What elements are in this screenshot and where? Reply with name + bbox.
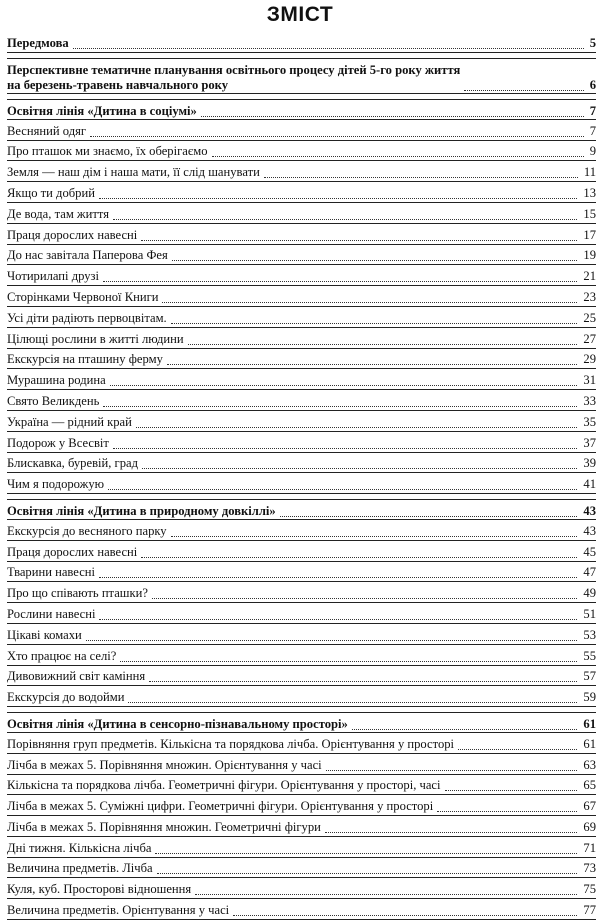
- dot-leader: [233, 915, 577, 916]
- section-heading: [7, 30, 596, 53]
- page-number: 37: [583, 435, 596, 450]
- dot-leader: [103, 281, 577, 282]
- page-number: 63: [583, 757, 596, 772]
- dot-leader: [155, 853, 577, 854]
- page-number: 15: [583, 206, 596, 221]
- table-of-contents: [7, 30, 596, 920]
- toc-entry: [7, 473, 596, 494]
- entry-label: [7, 607, 95, 622]
- dot-leader: [113, 448, 578, 449]
- entry-label: [7, 311, 167, 326]
- page-number: 61: [583, 716, 596, 731]
- page-number: 7: [589, 123, 596, 138]
- entry-label: [7, 861, 153, 876]
- entry-label-line: Про пташок ми знаємо, їх оберігаємо: [7, 144, 208, 159]
- toc-entry: [7, 520, 596, 541]
- entry-label-line: Праця дорослих навесні: [7, 544, 138, 559]
- section-heading: [7, 99, 596, 120]
- entry-label-line: Екскурсія на пташину ферму: [7, 352, 163, 367]
- dot-leader: [73, 48, 584, 49]
- page-number: 31: [583, 373, 596, 388]
- entry-label: [7, 207, 109, 222]
- page-number: 5: [589, 36, 596, 50]
- dot-leader: [325, 832, 578, 833]
- dot-leader: [280, 516, 578, 517]
- page-number: 21: [583, 269, 596, 284]
- entry-label: [7, 269, 99, 284]
- page-number: 65: [583, 778, 596, 793]
- entry-label-line: Порівняння груп предметів. Кількісна та порядкова лічба. Орієнтування у просторі: [7, 736, 455, 751]
- dot-leader: [172, 260, 578, 261]
- page-number: 43: [583, 503, 596, 518]
- entry-label: [7, 799, 433, 814]
- page-number: 45: [583, 544, 596, 559]
- entry-label-line: Лічба в межах 5. Суміжні цифри. Геометричні фігури. Орієнтування у просторі: [7, 799, 434, 814]
- page-number: 6: [589, 78, 596, 92]
- page-number: 47: [583, 565, 596, 580]
- entry-label: [7, 524, 167, 539]
- page-number: 55: [583, 648, 596, 663]
- toc-entry: [7, 141, 596, 162]
- entry-label-line: Цілющі рослини в житті людини: [7, 331, 184, 346]
- dot-leader: [120, 661, 577, 662]
- toc-entry: [7, 453, 596, 474]
- dot-leader: [157, 873, 578, 874]
- toc-entry: [7, 858, 596, 879]
- entry-label-line: Передмова: [7, 36, 69, 50]
- page-number: 41: [583, 477, 596, 492]
- dot-leader: [195, 894, 577, 895]
- entry-label: [7, 415, 132, 430]
- toc-entry: [7, 645, 596, 666]
- toc-entry: [7, 245, 596, 266]
- dot-leader: [464, 90, 583, 91]
- entry-label-line: Блискавка, буревій, град: [7, 456, 139, 471]
- toc-entry: [7, 733, 596, 754]
- page-number: 11: [583, 165, 596, 180]
- entry-label-line: Цікаві комахи: [7, 627, 82, 642]
- entry-label-line: Сторінками Червоної Книги: [7, 289, 159, 304]
- entry-label-line: Усі діти радіють первоцвітам.: [7, 310, 167, 325]
- entry-label: [7, 248, 168, 263]
- dot-leader: [326, 770, 578, 771]
- dot-leader: [110, 385, 578, 386]
- dot-leader: [352, 729, 578, 730]
- entry-label-line: Освітня лінія «Дитина в сенсорно-пізнавальному просторі»: [7, 716, 348, 731]
- entry-label-line: Освітня лінія «Дитина в природному довкіллі»: [7, 503, 276, 518]
- toc-entry: [7, 666, 596, 687]
- entry-label: [7, 290, 158, 305]
- entry-label: [7, 394, 99, 409]
- entry-label-line: Подорож у Всесвіт: [7, 435, 109, 450]
- toc-entry: [7, 795, 596, 816]
- entry-label: [7, 352, 163, 367]
- toc-entry: [7, 390, 596, 411]
- page-number: 19: [583, 248, 596, 263]
- page-number: 13: [583, 185, 596, 200]
- entry-label: [7, 690, 124, 705]
- entry-label: [7, 649, 116, 664]
- page-number: 71: [583, 840, 596, 855]
- page-number: 23: [583, 289, 596, 304]
- section-heading: [7, 58, 596, 94]
- toc-entry: [7, 686, 596, 707]
- toc-entry: [7, 328, 596, 349]
- dot-leader: [212, 156, 584, 157]
- entry-label: [7, 228, 137, 243]
- page-number: 25: [583, 310, 596, 325]
- section-title: [7, 36, 69, 51]
- entry-label-line: Україна — рідний край: [7, 414, 132, 429]
- entry-label-line: Чим я подорожую: [7, 477, 105, 492]
- dot-leader: [141, 240, 577, 241]
- dot-leader: [136, 427, 578, 428]
- page-number: 73: [583, 861, 596, 876]
- dot-leader: [171, 323, 578, 324]
- page-number: 29: [583, 352, 596, 367]
- dot-leader: [103, 406, 577, 407]
- section-title: [7, 717, 348, 732]
- page-number: 51: [583, 606, 596, 621]
- entry-label-line: Дивовижний світ каміння: [7, 669, 146, 684]
- toc-entry: [7, 349, 596, 370]
- toc-entry: [7, 161, 596, 182]
- toc-entry: [7, 837, 596, 858]
- entry-label-line: Величина предметів. Лічба: [7, 861, 153, 876]
- dot-leader: [99, 577, 577, 578]
- toc-entry: [7, 224, 596, 245]
- toc-entry: [7, 541, 596, 562]
- entry-label-line: Праця дорослих навесні: [7, 227, 138, 242]
- entry-label: [7, 144, 208, 159]
- toc-entry: [7, 775, 596, 796]
- toc-entry: [7, 878, 596, 899]
- page-number: 7: [589, 103, 596, 118]
- page-number: 27: [583, 331, 596, 346]
- toc-entry: [7, 432, 596, 453]
- toc-entry: [7, 203, 596, 224]
- dot-leader: [99, 619, 577, 620]
- dot-leader: [171, 536, 578, 537]
- entry-label-line: Свято Великдень: [7, 393, 100, 408]
- entry-label-line: Рослини навесні: [7, 606, 96, 621]
- section-title: [7, 504, 276, 519]
- dot-leader: [86, 640, 578, 641]
- page-number: 69: [583, 819, 596, 834]
- entry-label: [7, 456, 138, 471]
- dot-leader: [458, 749, 577, 750]
- page-number: 43: [583, 523, 596, 538]
- toc-entry: [7, 582, 596, 603]
- toc-entry: [7, 265, 596, 286]
- entry-label-line: Де вода, там життя: [7, 206, 110, 221]
- entry-label: [7, 820, 321, 835]
- entry-label-line: Чотирилапі друзі: [7, 269, 99, 284]
- entry-label: [7, 332, 184, 347]
- dot-leader: [113, 219, 577, 220]
- toc-entry: [7, 369, 596, 390]
- entry-label: [7, 165, 260, 180]
- toc-entry: [7, 286, 596, 307]
- dot-leader: [99, 198, 577, 199]
- toc-entry: [7, 603, 596, 624]
- page-number: 53: [583, 627, 596, 642]
- section-title: [7, 63, 460, 93]
- entry-label-line: Якщо ти добрий: [7, 185, 95, 200]
- entry-label-line: Куля, куб. Просторові відношення: [7, 882, 192, 897]
- page-number: 61: [583, 736, 596, 751]
- toc-entry: [7, 120, 596, 141]
- section-heading: [7, 712, 596, 733]
- entry-label: [7, 841, 151, 856]
- page-title: ЗМІСТ: [266, 3, 334, 26]
- entry-label: [7, 477, 104, 492]
- page-number: 75: [583, 882, 596, 897]
- entry-label: [7, 565, 95, 580]
- entry-label-line: Лічба в межах 5. Порівняння множин. Геометричні фігури: [7, 819, 321, 834]
- dot-leader: [149, 681, 577, 682]
- page-number: 49: [583, 586, 596, 601]
- entry-label-line: Хто працює на селі?: [7, 648, 117, 663]
- page-number: 57: [583, 669, 596, 684]
- entry-label: [7, 882, 191, 897]
- dot-leader: [108, 489, 577, 490]
- dot-leader: [128, 702, 577, 703]
- entry-label: [7, 186, 95, 201]
- entry-label: [7, 903, 229, 918]
- page-number: 67: [583, 799, 596, 814]
- entry-label-line: на березень-травень навчального року: [7, 78, 229, 92]
- toc-entry: [7, 816, 596, 837]
- entry-label: [7, 545, 137, 560]
- entry-label: [7, 628, 82, 643]
- dot-leader: [445, 790, 578, 791]
- toc-entry: [7, 562, 596, 583]
- entry-label: [7, 778, 441, 793]
- entry-label-line: Екскурсія до водойми: [7, 690, 125, 705]
- entry-label: [7, 373, 106, 388]
- entry-label: [7, 758, 322, 773]
- page-number: 17: [583, 227, 596, 242]
- toc-entry: [7, 307, 596, 328]
- page-number: 39: [583, 456, 596, 471]
- toc-entry: [7, 899, 596, 920]
- entry-label: [7, 586, 148, 601]
- entry-label: [7, 124, 86, 139]
- entry-label-line: Тварини навесні: [7, 565, 96, 580]
- entry-label: [7, 436, 109, 451]
- dot-leader: [167, 364, 578, 365]
- section-heading: [7, 499, 596, 520]
- page-number: 59: [583, 690, 596, 705]
- entry-label-line: Земля — наш дім і наша мати, її слід шанувати: [7, 165, 260, 180]
- entry-label: [7, 737, 454, 752]
- entry-label-line: Кількісна та порядкова лічба. Геометричні фігури. Орієнтування у просторі, часі: [7, 778, 441, 793]
- entry-label-line: Величина предметів. Орієнтування у часі: [7, 903, 230, 918]
- dot-leader: [437, 811, 577, 812]
- page-number: 77: [583, 903, 596, 918]
- dot-leader: [162, 302, 577, 303]
- entry-label-line: Лічба в межах 5. Порівняння множин. Орієнтування у часі: [7, 757, 322, 772]
- toc-entry: [7, 182, 596, 203]
- page-number: 9: [589, 144, 596, 159]
- entry-label-line: Дні тижня. Кількісна лічба: [7, 840, 152, 855]
- dot-leader: [141, 557, 577, 558]
- entry-label-line: До нас завітала Паперова Фея: [7, 248, 168, 263]
- entry-label-line: Про що співають пташки?: [7, 586, 148, 601]
- toc-entry: [7, 624, 596, 645]
- entry-label-line: Перспективне тематичне планування освітнього процесу дітей 5-го року життя: [7, 63, 461, 77]
- page-number: 35: [583, 414, 596, 429]
- page-number: 33: [583, 393, 596, 408]
- dot-leader: [201, 116, 584, 117]
- dot-leader: [188, 344, 578, 345]
- entry-label-line: Освітня лінія «Дитина в соціумі»: [7, 103, 197, 118]
- toc-entry: [7, 411, 596, 432]
- dot-leader: [152, 598, 577, 599]
- entry-label-line: Мурашина родина: [7, 373, 106, 388]
- entry-label: [7, 669, 145, 684]
- dot-leader: [142, 468, 577, 469]
- dot-leader: [90, 136, 584, 137]
- dot-leader: [264, 177, 578, 178]
- entry-label-line: Екскурсія до весняного парку: [7, 523, 167, 538]
- toc-entry: [7, 754, 596, 775]
- section-title: [7, 104, 197, 119]
- entry-label-line: Весняний одяг: [7, 123, 87, 138]
